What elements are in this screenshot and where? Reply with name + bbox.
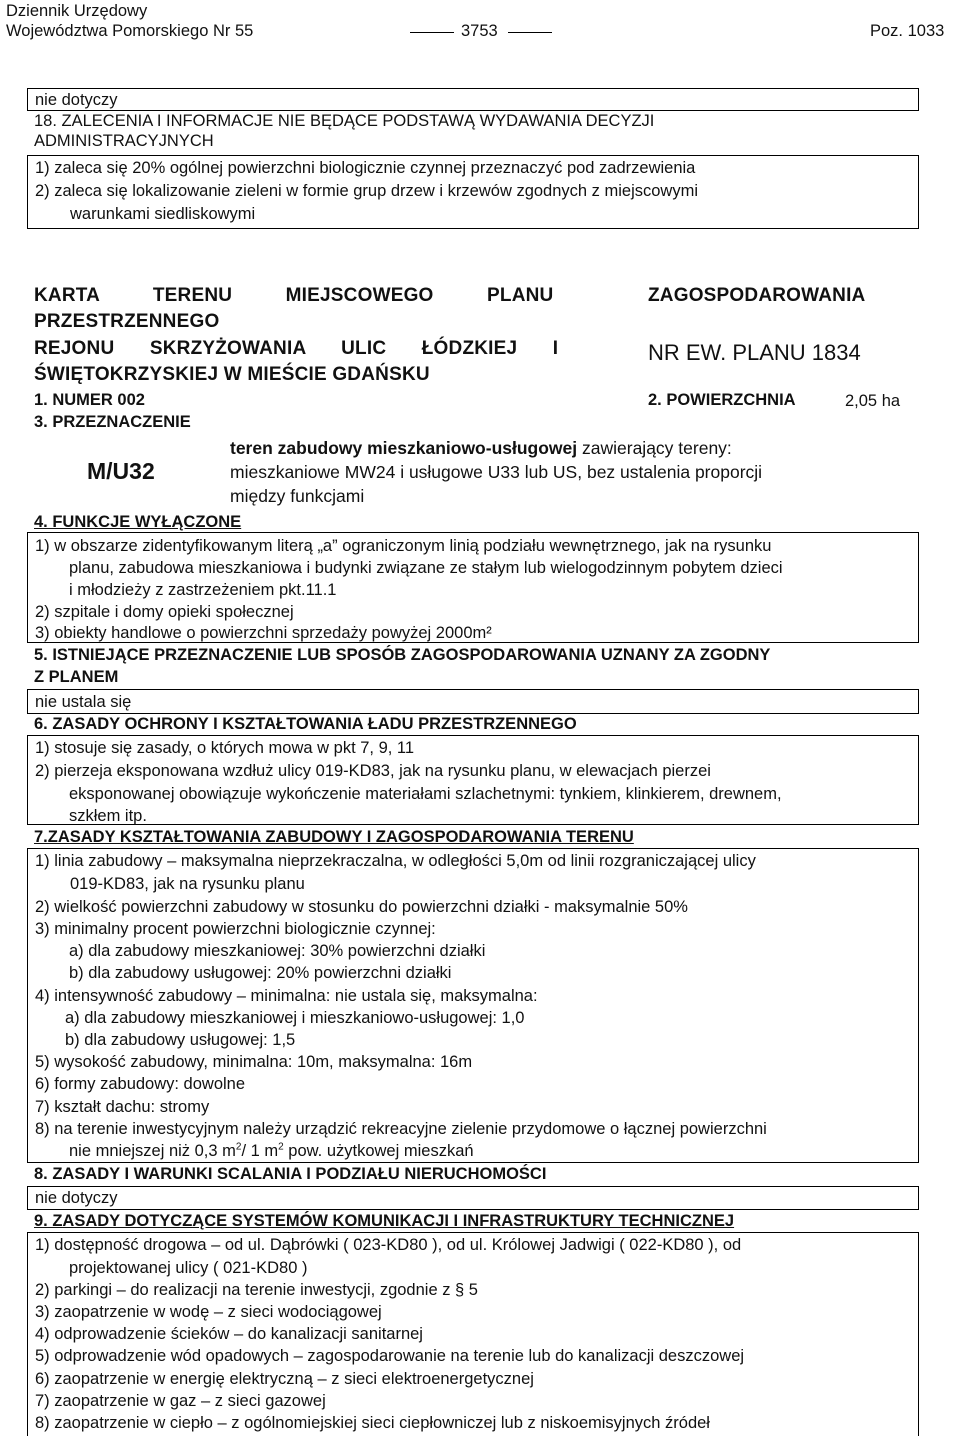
list-item-cont: i młodzieży z zastrzeżeniem pkt.11.1 [69,581,337,599]
list-item-cont [69,1141,474,1161]
list-item: 4) intensywność zabudowy – minimalna: nie ustala się, maksymalna: [35,987,538,1005]
list-subitem: a) dla zabudowy mieszkaniowej: 30% powierzchni działki [69,942,486,960]
list-item: 1) stosuje się zasady, o których mowa w pkt 7, 9, 11 [35,739,415,757]
superscript: 2 [235,1141,242,1153]
purpose-line2: mieszkaniowe MW24 i usługowe U33 lub US, bez ustalenia proporcji [230,462,763,482]
section-9-box [27,1232,919,1436]
section-5-heading: 5. ISTNIEJĄCE PRZEZNACZENIE LUB SPOSÓB ZAGOSPODAROWANIA UZNANY ZA ZGODNY [34,646,771,664]
list-item: 1) dostępność drogowa – od ul. Dąbrówki ( 023-KD80 ), od ul. Królowej Jadwigi ( 022-KD80 ), od [35,1236,742,1254]
list-item: 6) formy zabudowy: dowolne [35,1075,246,1093]
area-text-c: pow. użytkowej mieszkań [283,1142,474,1160]
list-item-cont: eksponowanej obowiązuje wykończenie materiałami szlachetnymi: tynkiem, klinkierem, drewnem, [69,785,782,803]
card-title-line3: REJONU SKRZYŻOWANIA ULIC ŁÓDZKIEJ I [34,338,559,359]
purpose-rest: zawierający tereny: [577,438,732,458]
section-7-heading: 7.ZASADY KSZTAŁTOWANIA ZABUDOWY I ZAGOSPODAROWANIA TERENU [34,828,634,846]
section-9-heading: 9. ZASADY DOTYCZĄCE SYSTEMÓW KOMUNIKACJI I INFRASTRUKTURY TECHNICZNEJ [34,1212,735,1230]
list-item: 8) zaopatrzenie w ciepło – z ogólnomiejskiej sieci ciepłowniczej lub z niskoemisyjnych źródeł [35,1414,710,1432]
section-5-value: nie ustala się [35,693,132,711]
purpose-label: 3. PRZEZNACZENIE [34,413,191,431]
card-title-line1b: ZAGOSPODAROWANIA [648,285,866,306]
list-item: 3) zaopatrzenie w wodę – z sieci wodociągowej [35,1303,382,1321]
section-5-heading-cont: Z PLANEM [34,668,119,686]
area-text-a: nie mniejszej niż 0,3 m [69,1142,236,1160]
list-item: 8) na terenie inwestycyjnym należy urządzić rekreacyjne zielenie przydomowe o łącznej powierzchni [35,1120,767,1138]
list-item-cont: planu, zabudowa mieszkaniowa i budynki związane ze stałym lub wielogodzinnym pobytem dzieci [69,559,783,577]
list-item: 5) odprowadzenie wód opadowych – zagospodarowanie na terenie lub do kanalizacji deszczowej [35,1347,745,1365]
card-title-line2: PRZESTRZENNEGO [34,311,220,332]
top-na-box [27,88,919,111]
list-subitem: b) dla zabudowy usługowej: 20% powierzchni działki [69,964,452,982]
purpose-line1 [230,438,732,458]
list-item: 2) parkingi – do realizacji na terenie inwestycji, zgodnie z § 5 [35,1281,478,1299]
page-number: 3753 [461,22,498,40]
position-number: Poz. 1033 [870,22,945,40]
section-18-heading: 18. ZALECENIA I INFORMACJE NIE BĘDĄCE PODSTAWĄ WYDAWANIA DECYZJI [34,112,655,130]
card-title-line1: KARTA TERENU MIEJSCOWEGO PLANU [34,285,554,306]
list-item: 5) wysokość zabudowy, minimalna: 10m, maksymalna: 16m [35,1053,473,1071]
card-title-line4: ŚWIĘTOKRZYSKIEJ W MIEŚCIE GDAŃSKU [34,364,430,385]
section-4-box [27,532,919,643]
area-label: 2. POWIERZCHNIA [648,391,796,409]
not-applicable-text: nie dotyczy [35,91,118,109]
section-4-heading: 4. FUNKCJE WYŁĄCZONE [34,513,242,531]
list-item: 3) obiekty handlowe o powierzchni sprzedaży powyżej 2000m² [35,624,492,642]
list-item-cont: projektowanej ulicy ( 021-KD80 ) [69,1259,308,1277]
list-item: 1) zaleca się 20% ogólnej powierzchni biologicznie czynnej przeznaczyć pod zadrzewienia [35,159,696,177]
superscript: 2 [278,1141,284,1153]
page-number-rule-left [410,32,454,33]
section-6-box [27,735,919,825]
purpose-bold: teren zabudowy mieszkaniowo-usługowej [230,438,578,458]
list-item-cont: 019-KD83, jak na rysunku planu [70,875,305,893]
number-label: 1. NUMER 002 [34,391,145,409]
area-text-b: / 1 m [241,1142,279,1160]
section-8-box [27,1186,919,1210]
plan-number: NR EW. PLANU 1834 [648,340,861,365]
list-item: 2) pierzeja eksponowana wzdłuż ulicy 019-KD83, jak na rysunku planu, w elewacjach pierzei [35,762,711,780]
list-item: 1) linia zabudowy – maksymalna nieprzekraczalna, w odległości 5,0m od linii rozgraniczającej ulicy [35,852,756,870]
journal-title: Dziennik Urzędowy [6,2,148,20]
purpose-line3: między funkcjami [230,486,365,506]
list-item: 4) odprowadzenie ścieków – do kanalizacji sanitarnej [35,1325,423,1343]
section-6-heading: 6. ZASADY OCHRONY I KSZTAŁTOWANIA ŁADU PRZESTRZENNEGO [34,715,577,733]
area-value: 2,05 ha [845,392,901,410]
list-item: 2) wielkość powierzchni zabudowy w stosunku do powierzchni działki - maksymalnie 50% [35,898,688,916]
section-8-value: nie dotyczy [35,1189,118,1207]
list-subitem: a) dla zabudowy mieszkaniowej i mieszkaniowo-usługowej: 1,0 [65,1009,525,1027]
list-item-cont: szkłem itp. [69,807,147,825]
section-5-box [27,689,919,714]
list-item: 6) zaopatrzenie w energię elektryczną – z sieci elektroenergetycznej [35,1370,534,1388]
section-18-box [27,155,919,229]
list-item: 3) minimalny procent powierzchni biologicznie czynnej: [35,920,436,938]
zone-symbol: M/U32 [87,458,155,484]
section-18-heading-cont: ADMINISTRACYJNYCH [34,132,214,150]
list-item: 1) w obszarze zidentyfikowanym literą „a” ograniczonym linią podziału wewnętrznego, jak na rysunku [35,537,772,555]
section-8-heading: 8. ZASADY I WARUNKI SCALANIA I PODZIAŁU NIERUCHOMOŚCI [34,1165,547,1183]
list-subitem: b) dla zabudowy usługowej: 1,5 [65,1031,296,1049]
list-item: 2) zaleca się lokalizowanie zieleni w formie grup drzew i krzewów zgodnych z miejscowymi [35,182,698,200]
page-number-rule-right [508,32,552,33]
list-item: 7) zaopatrzenie w gaz – z sieci gazowej [35,1392,326,1410]
list-item: 7) kształt dachu: stromy [35,1098,210,1116]
list-item-cont: warunkami siedliskowymi [70,205,256,223]
journal-issue: Województwa Pomorskiego Nr 55 [6,22,254,40]
list-item: 2) szpitale i domy opieki społecznej [35,603,294,621]
section-7-box [27,848,919,1163]
